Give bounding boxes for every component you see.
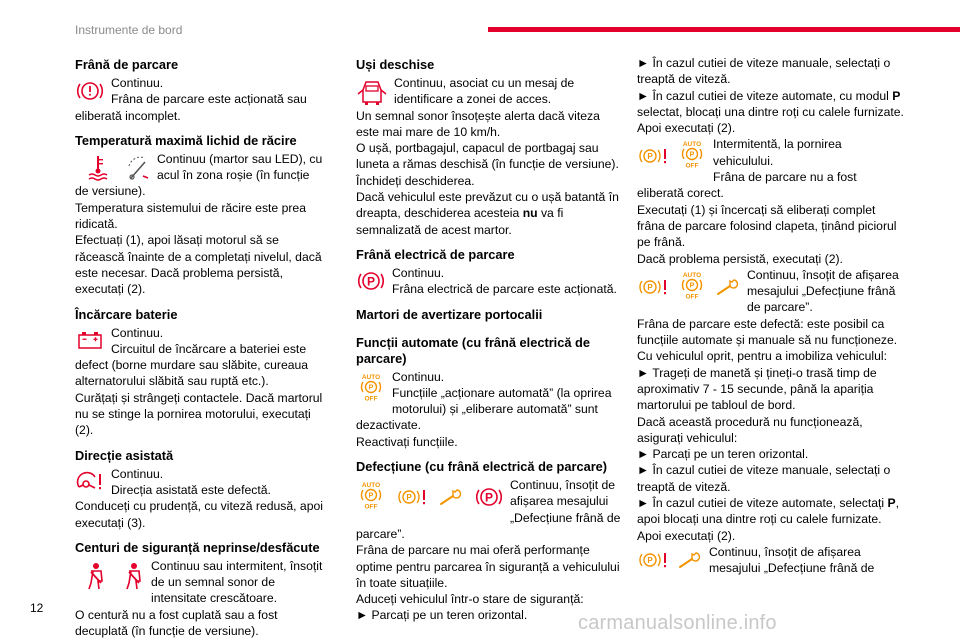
text: Continuu, asociat cu un mesaj de identificare a zonei de acces. (394, 76, 575, 107)
auto-off-icon (677, 270, 707, 300)
block-directie (75, 466, 325, 531)
svg-text:P: P (689, 282, 695, 290)
svg-text:AUTO: AUTO (361, 373, 381, 381)
svg-text:P: P (689, 151, 695, 159)
text: Continuu. (111, 76, 164, 90)
text: ► În cazul cutiei de viteze manuale, selectați o treaptă de viteză. (637, 463, 891, 494)
icon-group (637, 139, 707, 169)
svg-text:P: P (406, 493, 412, 503)
icon-group (356, 372, 386, 402)
text: Continuu (martor sau LED), cu acul în zona roșie (în funcție de versiune). (75, 151, 323, 199)
svg-text:P: P (647, 152, 653, 162)
svg-text:OFF: OFF (364, 503, 378, 511)
text: Reactivați funcțiile. (356, 434, 458, 449)
svg-text:P: P (647, 555, 653, 565)
text: Dacă problema persistă, executați (2). (637, 251, 843, 266)
block-centuri (75, 558, 325, 639)
icon-group (85, 561, 145, 591)
text: Intermitentă, la pornirea vehiculului. (713, 137, 842, 168)
icon-group (75, 78, 105, 104)
text: Un semnal sonor însoțește alerta dacă viteza este mai mare de 10 km/h. (356, 108, 600, 139)
electric-parking-brake-icon (474, 484, 504, 510)
block-usi (356, 75, 622, 238)
text: Închideți deschiderea. (356, 173, 475, 188)
door-open-icon (356, 78, 388, 108)
parking-brake-amber-icon (637, 547, 669, 573)
text: Conduceți cu prudență, cu viteză redusă, apoi executați (3). (75, 499, 323, 530)
block-defect (356, 477, 622, 624)
heading-directie: Direcție asistată (75, 447, 174, 463)
column-2 (356, 55, 622, 624)
wrench-icon (677, 547, 703, 573)
text: Direcția asistată este defectă. (111, 482, 271, 497)
heading-parcare: Frână de parcare (75, 57, 179, 72)
svg-text:P: P (484, 490, 494, 505)
text: Temperatura sistemului de răcire este prea ridicată. (75, 200, 306, 232)
text: ► În cazul cutiei de viteze automate, selectați P, apoi blocați una dintre roți cu calele furnizate. (637, 496, 900, 527)
parking-brake-amber-icon (396, 484, 428, 510)
block-defectiune-2 (637, 544, 905, 577)
column-1 (75, 55, 325, 639)
svg-text:AUTO: AUTO (682, 141, 702, 149)
block-intermitent (637, 136, 905, 266)
heading-defect: Defecțiune (cu frână electrică de parcare) (356, 459, 608, 475)
wrench-icon (438, 484, 464, 510)
text: ► În cazul cutiei de viteze automate, cu modul P selectat, blocați una dintre roți cu calele furnizate. (637, 88, 904, 119)
heading-electrica: Frână electrică de parcare (356, 246, 515, 262)
block-temp (75, 151, 325, 298)
block-parcare (75, 75, 325, 124)
heading-baterie: Încărcare baterie (75, 306, 178, 322)
parking-brake-amber-icon (637, 143, 669, 169)
text: Frâna de parcare nu mai oferă performanțe optime pentru parcarea în siguranță a vehiculului în toate situațiile. (356, 543, 620, 590)
text: ► Parcați pe un teren orizontal. (356, 608, 528, 623)
text: O ușă, portbagajul, capacul de portbagaj sau luneta a rămas deschisă (în funcție de versiune). (356, 141, 619, 172)
icon-group (637, 270, 741, 300)
text: Dacă această procedură nu funcționează, asigurați vehiculul: (637, 414, 863, 445)
header-accent-bar (488, 27, 960, 32)
heading-automate: Funcții automate (cu frână electrică de parcare) (356, 334, 590, 366)
text: ► Parcați pe un teren orizontal. (637, 447, 809, 462)
icon-group (356, 480, 504, 510)
icon-group (85, 154, 151, 180)
block-defectiune (637, 267, 905, 544)
wrench-icon (715, 274, 741, 300)
text: Frâna de parcare nu a fost eliberată corect. (637, 170, 857, 201)
text: Continuu, însoțit de afișarea mesajului „Defecțiune frână de parcare”. (747, 267, 899, 315)
page-number: 12 (30, 601, 44, 615)
icon-group (75, 469, 105, 495)
svg-text:P: P (366, 274, 376, 289)
seatbelt-icon (85, 561, 107, 591)
heading-temp: Temperatură maximă lichid de răcire (75, 132, 297, 148)
text: Efectuați (1), apoi lăsați motorul să se răcească înainte de a completați nivelul, dacă este necesar. Dacă problema persistă, executați (2). (75, 233, 322, 297)
text: Apoi executați (2). (637, 121, 736, 136)
block-baterie (75, 325, 325, 439)
text: Frâna electrică de parcare este acționată. (392, 282, 617, 297)
heading-centuri: Centuri de siguranță neprinse/desfăcute (75, 539, 320, 555)
text: Funcțiile „acționare automată” (la oprirea motorului) și „eliberare automată” sunt dezactivate. (356, 385, 612, 433)
block-electrica (356, 265, 622, 298)
block-automate (356, 369, 622, 450)
text: Cu vehiculul oprit, pentru a imobiliza vehiculul: (637, 349, 887, 364)
text: Aduceți vehiculul într-o stare de siguranță: (356, 592, 584, 607)
text: ► Trageți de manetă și țineți-o trasă timp de aproximativ 7 - 15 secunde, până la apariția martorului pe tabloul de bord. (637, 365, 877, 413)
seatbelt-icon (123, 561, 145, 591)
icon-group (356, 268, 386, 294)
text: Continuu, însoțit de afișarea mesajului „Defecțiune frână de parcare”. (356, 478, 621, 541)
text: Continuu, însoțit de afișarea mesajului „Defecțiune frână de (709, 544, 875, 576)
text: Apoi executați (2). (637, 528, 736, 543)
svg-text:P: P (368, 492, 374, 500)
section-header: Instrumente de bord (75, 23, 183, 37)
text: Frâna de parcare este defectă: este posibil ca funcțiile automate și manuale să nu funcționeze. (637, 316, 898, 348)
text: Circuitul de încărcare a bateriei este defect (borne murdare sau slăbite, cureaua alternatorului slăbită sau ruptă etc.). (75, 341, 309, 389)
text: Dacă vehiculul este prevăzut cu o ușă batantă în dreapta, deschiderea acesteia nu va fi semnalizată de acest martor. (356, 190, 619, 237)
text: Continuu. (111, 466, 164, 481)
text: Executați (1) și încercați să eliberați complet frâna de parcare folosind clapeta, ținând piciorul pe frână. (637, 202, 897, 250)
battery-icon (75, 328, 105, 352)
text: Frâna de parcare este acționată sau eliberată incomplet. (75, 92, 307, 123)
watermark: carmanualsonline.info (578, 612, 777, 634)
heading-portocalii: Martori de avertizare portocalii (356, 306, 543, 322)
column-3 (637, 55, 905, 577)
auto-off-icon (356, 372, 386, 402)
icon-group (637, 547, 703, 573)
svg-text:AUTO: AUTO (361, 482, 381, 490)
auto-off-icon (356, 480, 386, 510)
text: Continuu. (111, 325, 164, 340)
svg-text:P: P (368, 384, 374, 392)
text: Continuu. (392, 265, 445, 280)
svg-text:OFF: OFF (364, 395, 378, 402)
svg-text:P: P (647, 282, 653, 292)
text: Continuu sau intermitent, însoțit de un semnal sonor de intensitate crescătoare. (151, 558, 323, 606)
coolant-gauge-needle-icon (125, 154, 151, 182)
parking-brake-warning-icon (75, 78, 105, 104)
text: O centură nu a fost cuplată sau a fost decuplată (în funcție de versiune). (75, 607, 278, 639)
svg-text:OFF: OFF (685, 293, 699, 300)
text: ► În cazul cutiei de viteze manuale, selectați o treaptă de viteză. (637, 56, 891, 87)
icon-group (356, 78, 388, 104)
svg-text:AUTO: AUTO (682, 271, 702, 279)
icon-group (75, 328, 105, 354)
power-steering-icon (75, 469, 105, 495)
svg-text:OFF: OFF (685, 162, 699, 170)
coolant-temperature-icon (85, 154, 111, 182)
parking-brake-amber-icon (637, 274, 669, 300)
text: Continuu. (392, 369, 445, 384)
electric-parking-brake-icon (356, 268, 386, 294)
auto-off-icon (677, 139, 707, 169)
heading-usi: Uși deschise (356, 57, 435, 72)
text: Curățați și strângeți contactele. Dacă martorul nu se stinge la pornirea motorului, executați (2). (75, 390, 323, 438)
